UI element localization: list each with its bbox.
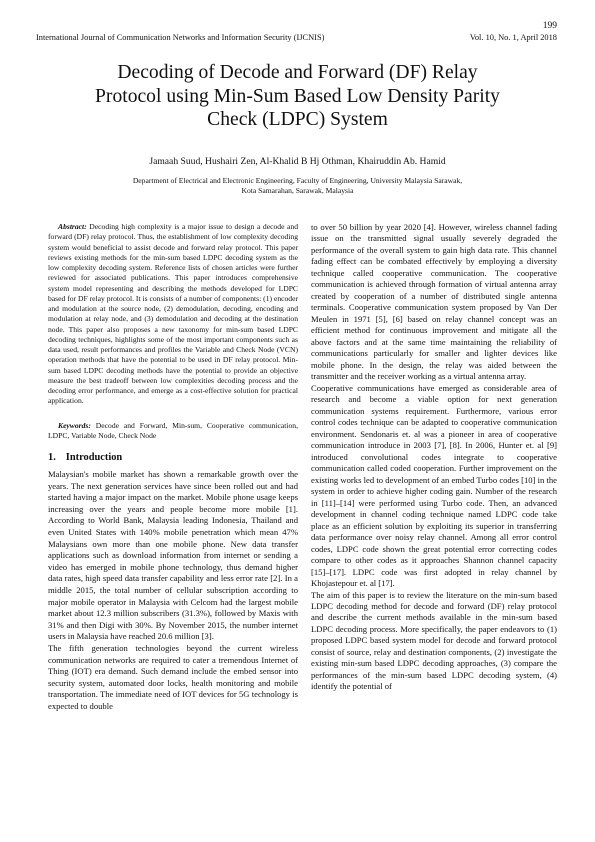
- body-paragraph: to over 50 billion by year 2020 [4]. However, wireless channel fading issue on the transmitted signal usually severely degraded the performance of the overall system to gain high data rate. This channel fading effect can be combated effectively by employing a diversity technique called cooperative communication. The cooperative communication is achieved through formation of virtual antenna array created by cooperation of a number of distributed single antenna terminals. Cooperative communication system proposed by Van Der Meulen in 1971 [5], [6] based on relay channel concept was an efficient method for continuous improvement and mitigate all the above factors and at the same time maintaining the reliability of communications particularly for smaller and lighter devices like mobile phone. In the design, the relay was aided between the transmitter and the receiver working as a virtual antenna array.: [311, 222, 557, 382]
- volume-info: Vol. 10, No. 1, April 2018: [469, 33, 557, 42]
- paper-title: [40, 61, 555, 132]
- keywords-label: Keywords:: [58, 420, 91, 430]
- journal-name: International Journal of Communication Networks and Information Security (IJCNIS): [36, 33, 325, 42]
- author-list: Jamaah Suud, Hushairi Zen, Al-Khalid B Hj Othman, Khairuddin Ab. Hamid: [149, 156, 446, 167]
- section-number: 1.: [48, 452, 56, 463]
- affiliation-line: Kota Samarahan, Sarawak, Malaysia: [241, 186, 354, 196]
- title-line: Check (LDPC) System: [207, 109, 388, 131]
- title-line: Protocol using Min-Sum Based Low Density Parity: [95, 85, 500, 107]
- affiliation-line: Department of Electrical and Electronic Engineering, Faculty of Engineering, University Malaysia Sarawak,: [132, 176, 463, 185]
- abstract-text: Decoding high complexity is a major issue to design a decode and forward (DF) relay protocol. Thus, the establishment of low complexity decoding system would beneficial to assist decode and forward relay protocol. This paper reviews existing methods for the min-sum based LDPC decoding system as the low complexity decoding system. Reference lists of chosen articles were further reviewed for associated publications. This paper introduces comprehensive system model representing and describing the methods developed for LDPC based for DF relay protocol. It is consists of a number of components: (1) encoder and modulation at the source node, (2) demodulation, decoding, encoding and modulation at relay node, and (3) demodulation and decoding at the destination node. This paper also proposes a new taxonomy for min-sum based LDPC decoding techniques, highlights some of the most important components such as data used, result performances and profiles the Variable and Check Node (VCN) operation methods that have the potential to be used in DF relay protocol. Min-sum based LDPC decoding methods have the potential to provide an objective measure the best tradeoff between low complexities decoding process and the decoding error performance, and emerge as a cost-effective solution for practical application.: [48, 222, 298, 406]
- body-paragraph: The fifth generation technologies beyond the current wireless communication networks are required to cater a tremendous Internet of Thing (IOT) era demand. Such demand include the embed sensor into security system, automated door locks, health monitoring and mobile transportation. The immediate need of IOT devices for 5G technology is expected to double: [48, 642, 298, 711]
- page-number: 199: [542, 21, 557, 31]
- abstract-label: Abstract:: [58, 222, 87, 231]
- abstract: [48, 222, 298, 407]
- section-heading: [48, 452, 298, 463]
- left-column: [48, 222, 298, 712]
- affiliation: [40, 176, 555, 197]
- keywords: [48, 421, 298, 442]
- keywords-text: Decode and Forward, Min-sum, Cooperative communication, LDPC, Variable Node, Check Node: [48, 420, 298, 440]
- right-column: [311, 222, 557, 693]
- body-paragraph: The aim of this paper is to review the literature on the min-sum based LDPC decoding method for decode and forward (DF) relay protocol and describe the current methods available in the min-sum based LDPC decoding process. More specifically, the paper endeavors to (1) proposed LDPC based system model for decode and forward protocol consist of source, relay and destination components, (2) investigate the existing min-sum based LDPC decoding approaches, (3) compare the performances of the min-sum based LDPC decoding system, (4) identify the potential of: [311, 589, 557, 692]
- body-paragraph: Malaysian's mobile market has shown a remarkable growth over the years. The next generation services have since been rolled out and had started having a major impact on the market. Mobile phone usage keeps increasing over the years and people become more mobile [1]. According to World Bank, Malaysia leading Indonesia, Thailand and even United States with 140% mobile penetration which mean 47% Malaysians own more than one mobile phone. New data transfer applications such as download information from internet or sending a video has emerged in mobile phone technology, thus demand higher data rates, high speed data transfer capability and less error rate [2]. In a middle 2015, the total number of cellular subscription according to major mobile operator in Malaysia with Celcom had the largest mobile market about 12.3 million subscribers (31.3%), followed by Maxis with 31% and then Digi with 30%. By November 2015, the number internet users in Malaysia have reached 20.6 million [3].: [48, 469, 298, 642]
- running-header: [36, 33, 557, 42]
- title-line: Decoding of Decode and Forward (DF) Relay: [117, 62, 478, 83]
- body-paragraph: Cooperative communications have emerged as considerable area of research and become a viable option for next generation communication systems requirement. Furthermore, various error control codes technique can be adapted to cooperative communication environment. Sendonaris et. al was a pioneer in area of cooperative communication introduce in 2003 [7], [8]. In 2006, Hunter et. al [9] introduced convolutional codes integrate to cooperative communication called coded cooperation. Further improvement on the existing works led to development of an embed Turbo codes [10] in the system in order to achieve higher coding gain. Number of the research in [11]–[14] were performed using Turbo code. Then, an advanced development in channel coding technique named LDPC code take place as an efficient solution by exploiting its superior in transferring data performance over noisy relay channel. Among all error control codes, LDPC code shown the great potential error correcting codes compare to other codes as it approaches Shannon channel capacity [15]–[17]. LDPC code was first adopted in relay channel by Khojastepour et. al [17].: [311, 382, 557, 589]
- section-title: Introduction: [65, 452, 123, 463]
